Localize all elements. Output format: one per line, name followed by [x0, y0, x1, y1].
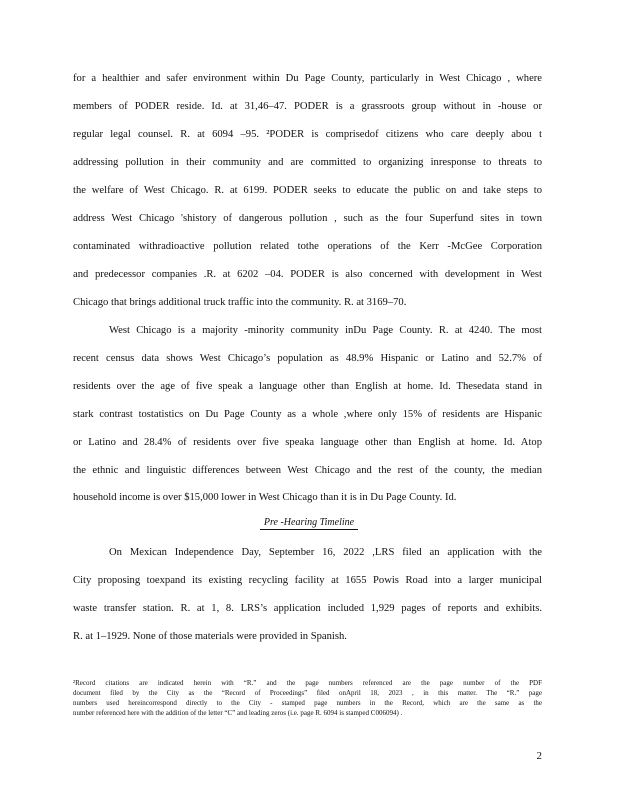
- body-line: stark contrast tostatistics on Du Page County as a whole ,where only 15% of residents are Hispanic: [73, 409, 542, 420]
- body-line: City proposing toexpand its existing recycling facility at 1655 Powis Road into a larger municipal: [73, 575, 542, 586]
- body-line: the ethnic and linguistic differences between West Chicago and the rest of the county, the median: [73, 465, 542, 476]
- body-line: household income is over $15,000 lower in West Chicago than it is in Du Page County. Id.: [73, 492, 457, 503]
- body-line: waste transfer station. R. at 1, 8. LRS’s application included 1,929 pages of reports and exhibits.: [73, 603, 542, 614]
- body-line: On Mexican Independence Day, September 16, 2022 ,LRS filed an application with the: [109, 547, 542, 558]
- footnote-line: ²Record citations are indicated herein with “R.” and the page numbers referenced are the page number of the PDF: [73, 679, 542, 687]
- body-line: residents over the age of five speak a language other than English at home. Id. Thesedata stand in: [73, 381, 542, 392]
- body-line: for a healthier and safer environment within Du Page County, particularly in West Chicago , where: [73, 73, 542, 84]
- footnote-line: number referenced here with the addition of the letter “C” and leading zeros (i.e. page R. 6094 is stamped C006094) .: [73, 709, 403, 717]
- page-number: 2: [536, 750, 542, 762]
- body-line: and predecessor companies .R. at 6202 –04. PODER is also concerned with development in West: [73, 269, 542, 280]
- body-line: regular legal counsel. R. at 6094 –95. ²PODER is comprisedof citizens who care deeply abou t: [73, 129, 542, 140]
- body-line: R. at 1–1929. None of those materials were provided in Spanish.: [73, 631, 347, 642]
- body-line: address West Chicago 'shistory of dangerous pollution , such as the four Superfund sites in town: [73, 213, 542, 224]
- body-line: Chicago that brings additional truck traffic into the community. R. at 3169–70.: [73, 297, 407, 308]
- section-heading-text: Pre -Hearing Timeline: [260, 517, 358, 530]
- footnote-line: numbers used hereincorrespond directly to the City - stamped page numbers in the Record, which are the same as the: [73, 699, 542, 707]
- body-line: members of PODER reside. Id. at 31,46–47. PODER is a grassroots group without in -house or: [73, 101, 542, 112]
- body-line: addressing pollution in their community and are committed to organizing inresponse to threats to: [73, 157, 542, 168]
- body-line: contaminated withradioactive pollution related tothe operations of the Kerr -McGee Corporation: [73, 241, 542, 252]
- body-line: recent census data shows West Chicago’s population as 48.9% Hispanic or Latino and 52.7% of: [73, 353, 542, 364]
- body-line: the welfare of West Chicago. R. at 6199. PODER seeks to educate the public on and take steps to: [73, 185, 542, 196]
- section-heading: [0, 517, 618, 528]
- body-line: or Latino and 28.4% of residents over five speaka language other than English at home. Id. Atop: [73, 437, 542, 448]
- footnote-line: document filed by the City as the “Record of Proceedings” filed onApril 18, 2023 , in this matter. The “R.” page: [73, 689, 542, 697]
- body-line: West Chicago is a majority -minority community inDu Page County. R. at 4240. The most: [109, 325, 542, 336]
